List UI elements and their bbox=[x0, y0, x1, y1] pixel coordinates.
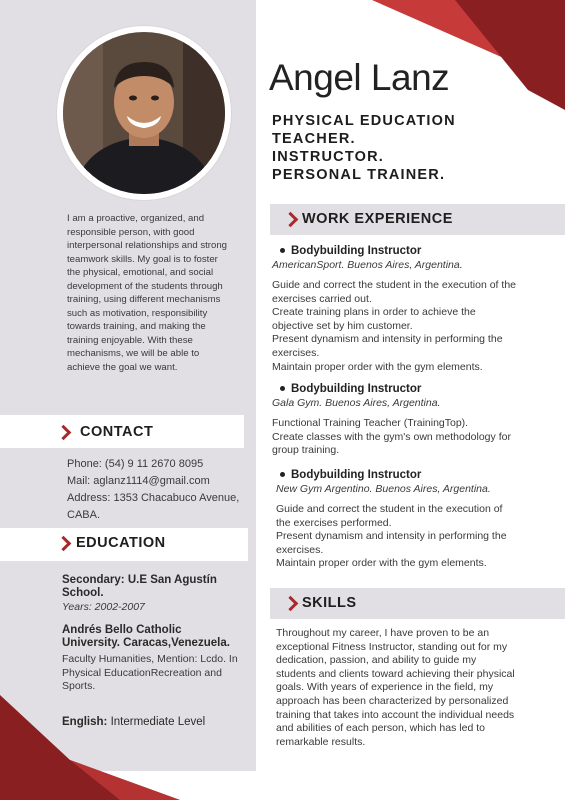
work-heading: WORK EXPERIENCE bbox=[302, 211, 453, 227]
bullet-icon bbox=[280, 386, 285, 391]
job-entry-title: Bodybuilding Instructor bbox=[272, 382, 517, 396]
language-skill bbox=[62, 716, 242, 728]
education-entry bbox=[62, 574, 242, 614]
job-title-line: PERSONAL TRAINER. bbox=[272, 167, 446, 183]
job-title-line: PHYSICAL EDUCATION TEACHER. bbox=[272, 113, 456, 147]
job-entry bbox=[272, 244, 517, 374]
job-entry-place: Gala Gym. Buenos Aires, Argentina. bbox=[272, 397, 441, 409]
job-entry-title: Bodybuilding Instructor bbox=[272, 468, 517, 482]
top-right-shape-dark bbox=[455, 0, 565, 110]
job-entry bbox=[272, 468, 517, 571]
avatar bbox=[63, 32, 225, 194]
avatar-portrait bbox=[63, 32, 225, 194]
contact-heading: CONTACT bbox=[80, 424, 154, 440]
about-text: I am a proactive, organized, and responsible person, with good interpersonal relationships and strong teamwork skills. My goal is to foster the physical, emotional, and social development of the students through training, using different mechanisms such as motivation, responsibility towards training, and making the training enjoyable. With these mechanisms, we will be able to achieve the goal we want. bbox=[67, 213, 227, 373]
language-label: English: bbox=[62, 716, 108, 728]
job-entry-description: Guide and correct the student in the execution of the exercises performed. Present dynamism and intensity in performing the exercises. Maintain proper order with the gym elements. bbox=[276, 503, 507, 570]
job-entry-description: Functional Training Teacher (TrainingTop). Create classes with the gym's own methodology for group training. bbox=[272, 417, 511, 457]
contact-email: Mail: aglanz1114@gmail.com bbox=[67, 475, 210, 487]
education-university: Andrés Bello Catholic University. Caracas,Venezuela. bbox=[62, 624, 230, 649]
education-faculty: Faculty Humanities, Mention: Lcdo. In Physical EducationRecreation and Sports. bbox=[62, 653, 238, 692]
job-titles bbox=[272, 112, 492, 184]
contact-address-city: CABA. bbox=[67, 509, 101, 521]
education-school: Secondary: U.E San Agustín School. bbox=[62, 574, 217, 599]
bottom-left-shape-dark bbox=[0, 695, 180, 800]
bullet-icon bbox=[280, 472, 285, 477]
contact-address: Address: 1353 Chacabuco Avenue, bbox=[67, 492, 240, 504]
job-entry-description: Guide and correct the student in the execution of the exercises carried out. Create training plans in order to achieve the objective set by him customer. Present dynamism and intensity in performing the exercises. Maintain proper order with the gym elements. bbox=[272, 279, 516, 373]
contact-phone: Phone: (54) 9 11 2670 8095 bbox=[67, 458, 204, 470]
education-entry bbox=[62, 624, 242, 694]
job-entry bbox=[272, 382, 517, 458]
job-entry-place: AmericanSport. Buenos Aires, Argentina. bbox=[272, 259, 463, 271]
job-entry-place: New Gym Argentino. Buenos Aires, Argentina. bbox=[276, 483, 491, 495]
job-entry-title: Bodybuilding Instructor bbox=[272, 244, 517, 258]
education-heading: EDUCATION bbox=[76, 535, 166, 551]
bullet-icon bbox=[280, 248, 285, 253]
education-years: Years: 2002-2007 bbox=[62, 601, 145, 613]
language-level: Intermediate Level bbox=[107, 716, 206, 728]
skills-text: Throughout my career, I have proven to be an exceptional Fitness Instructor, standing out for my dedication, passion, and ability to guide my students and clients toward achieving their physical goals. With years of experience in the field, my approach has been characterized by personalized training that takes into account the individual needs and abilities of each person, which has led to remarkable results. bbox=[276, 627, 515, 748]
skills-heading: SKILLS bbox=[302, 595, 357, 611]
job-title-line: INSTRUCTOR. bbox=[272, 149, 385, 165]
page-title: Angel Lanz bbox=[269, 57, 450, 98]
